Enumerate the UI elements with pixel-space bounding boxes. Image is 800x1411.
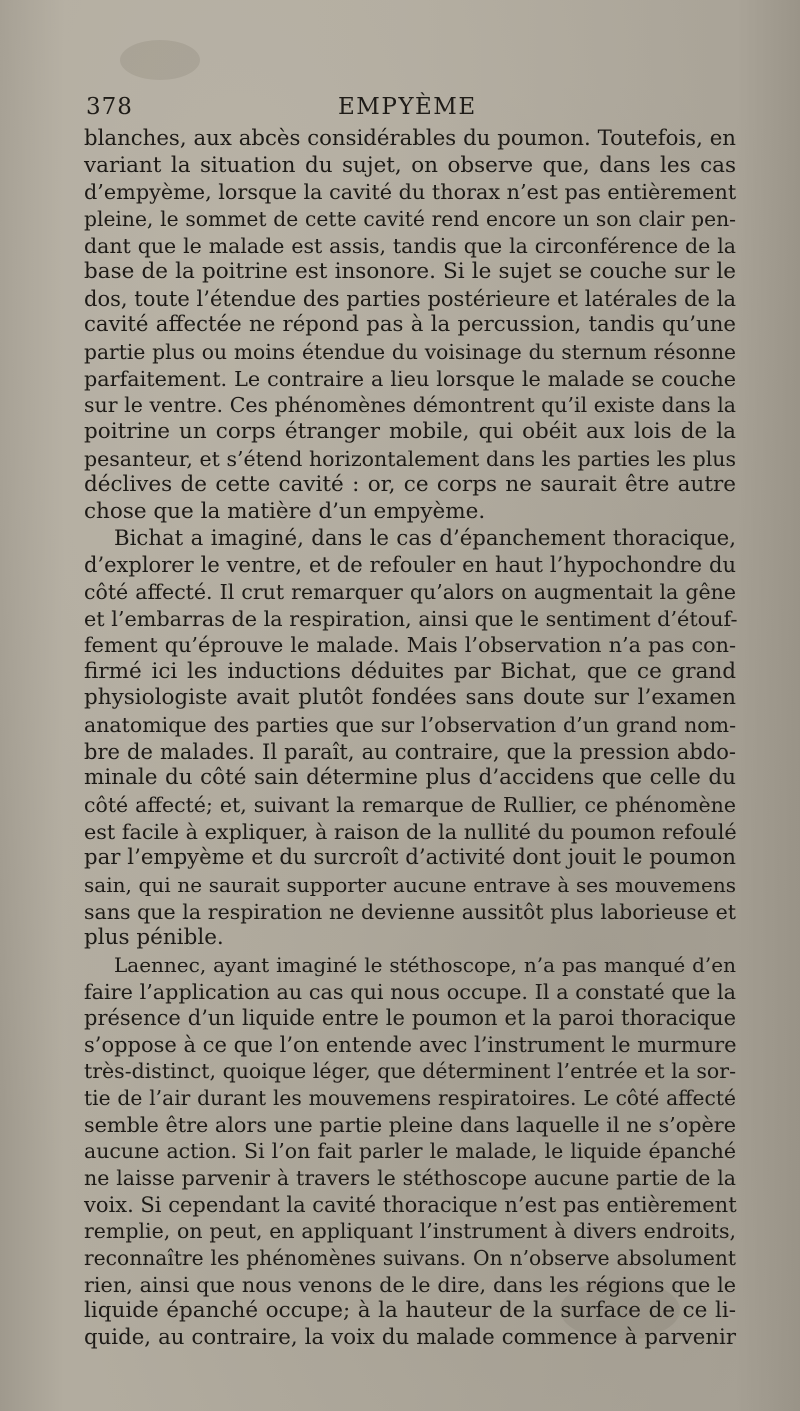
text-line: liquide épanché occupe; à la hauteur de la surface de ce li-: [84, 1298, 736, 1324]
text-line: ne laisse parvenir à travers le stéthoscope aucune partie de la: [84, 1165, 736, 1190]
text-line: anatomique des parties que sur l’observation d’un grand nom-: [84, 713, 736, 738]
text-line: bre de malades. Il paraît, au contraire, que la pression abdo-: [84, 739, 736, 764]
text-line: cavité affectée ne répond pas à la percussion, tandis qu’une: [84, 312, 736, 338]
text-line: poitrine un corps étranger mobile, qui obéit aux lois de la: [84, 419, 736, 445]
text-line: partie plus ou moins étendue du voisinage du sternum résonne: [84, 340, 736, 365]
text-line: pleine, le sommet de cette cavité rend encore un son clair pen-: [84, 206, 736, 231]
text-line: minale du côté sain détermine plus d’accidens que celle du: [84, 765, 736, 791]
page-header: [86, 86, 736, 126]
text-line: Laennec, ayant imaginé le stéthoscope, n’a pas manqué d’en: [114, 952, 736, 977]
text-line: voix. Si cependant la cavité thoracique n’est pas entièrement: [84, 1192, 737, 1217]
text-line: tie de l’air durant les mouvemens respiratoires. Le côté affecté: [84, 1086, 736, 1111]
text-line: firmé ici les inductions déduites par Bichat, que ce grand: [84, 658, 736, 684]
text-line: aucune action. Si l’on fait parler le malade, le liquide épanché: [84, 1139, 736, 1164]
text-line: base de la poitrine est insonore. Si le sujet se couche sur le: [84, 259, 736, 285]
text-line: déclives de cette cavité : or, ce corps ne saurait être autre: [84, 472, 736, 498]
text-line: blanches, aux abcès considérables du poumon. Toutefois, en: [84, 126, 736, 151]
text-line: dant que le malade est assis, tandis que la circonférence de la: [84, 233, 736, 258]
running-head: EMPYÈME: [338, 94, 477, 120]
text-line: et l’embarras de la respiration, ainsi que le sentiment d’étouf-: [84, 606, 738, 631]
text-line: semble être alors une partie pleine dans laquelle il ne s’opère: [84, 1112, 736, 1137]
text-line: pesanteur, et s’étend horizontalement dans les parties les plus: [84, 446, 736, 471]
text-line: côté affecté. Il crut remarquer qu’alors on augmentait la gêne: [84, 579, 736, 604]
body-text: [84, 126, 736, 1351]
text-line: fement qu’éprouve le malade. Mais l’observation n’a pas con-: [84, 633, 736, 658]
text-line: s’oppose à ce que l’on entende avec l’instrument le murmure: [84, 1032, 737, 1057]
text-line: est facile à expliquer, à raison de la nullité du poumon refoulé: [84, 819, 737, 844]
text-line: dos, toute l’étendue des parties postérieure et latérales de la: [84, 286, 736, 311]
text-line: d’explorer le ventre, et de refouler en haut l’hypochondre du: [84, 553, 736, 578]
text-line: quide, au contraire, la voix du malade commence à parvenir: [84, 1324, 736, 1350]
text-line: très-distinct, quoique léger, que déterminent l’entrée et la sor-: [84, 1059, 736, 1084]
text-line: sur le ventre. Ces phénomènes démontrent qu’il existe dans la: [84, 393, 736, 418]
text-line: plus pénible.: [84, 925, 224, 951]
paper-stain: [120, 40, 200, 80]
page-number: 378: [86, 94, 133, 120]
text-line: faire l’application au cas qui nous occupe. Il a constaté que la: [84, 979, 736, 1004]
text-line: Bichat a imaginé, dans le cas d’épanchement thoracique,: [114, 525, 736, 551]
text-line: rien, ainsi que nous venons de le dire, dans les régions que le: [84, 1272, 736, 1297]
text-line: chose que la matière d’un empyème.: [84, 498, 486, 524]
text-line: reconnaître les phénomènes suivans. On n’observe absolument: [84, 1245, 736, 1270]
text-line: remplie, on peut, en appliquant l’instrument à divers endroits,: [84, 1219, 736, 1244]
text-line: sans que la respiration ne devienne aussitôt plus laborieuse et: [84, 899, 736, 924]
text-line: présence d’un liquide entre le poumon et la paroi thoracique: [84, 1006, 736, 1031]
text-line: côté affecté; et, suivant la remarque de Rullier, ce phénomène: [84, 793, 736, 818]
text-line: variant la situation du sujet, on observe que, dans les cas: [84, 152, 736, 178]
text-line: par l’empyème et du surcroît d’activité dont jouit le poumon: [84, 845, 736, 871]
text-line: parfaitement. Le contraire a lieu lorsque le malade se couche: [84, 366, 736, 391]
text-line: physiologiste avait plutôt fondées sans doute sur l’examen: [84, 685, 736, 711]
text-line: d’empyème, lorsque la cavité du thorax n’est pas entièrement: [84, 180, 737, 205]
text-line: sain, qui ne saurait supporter aucune entrave à ses mouvemens: [84, 872, 736, 897]
